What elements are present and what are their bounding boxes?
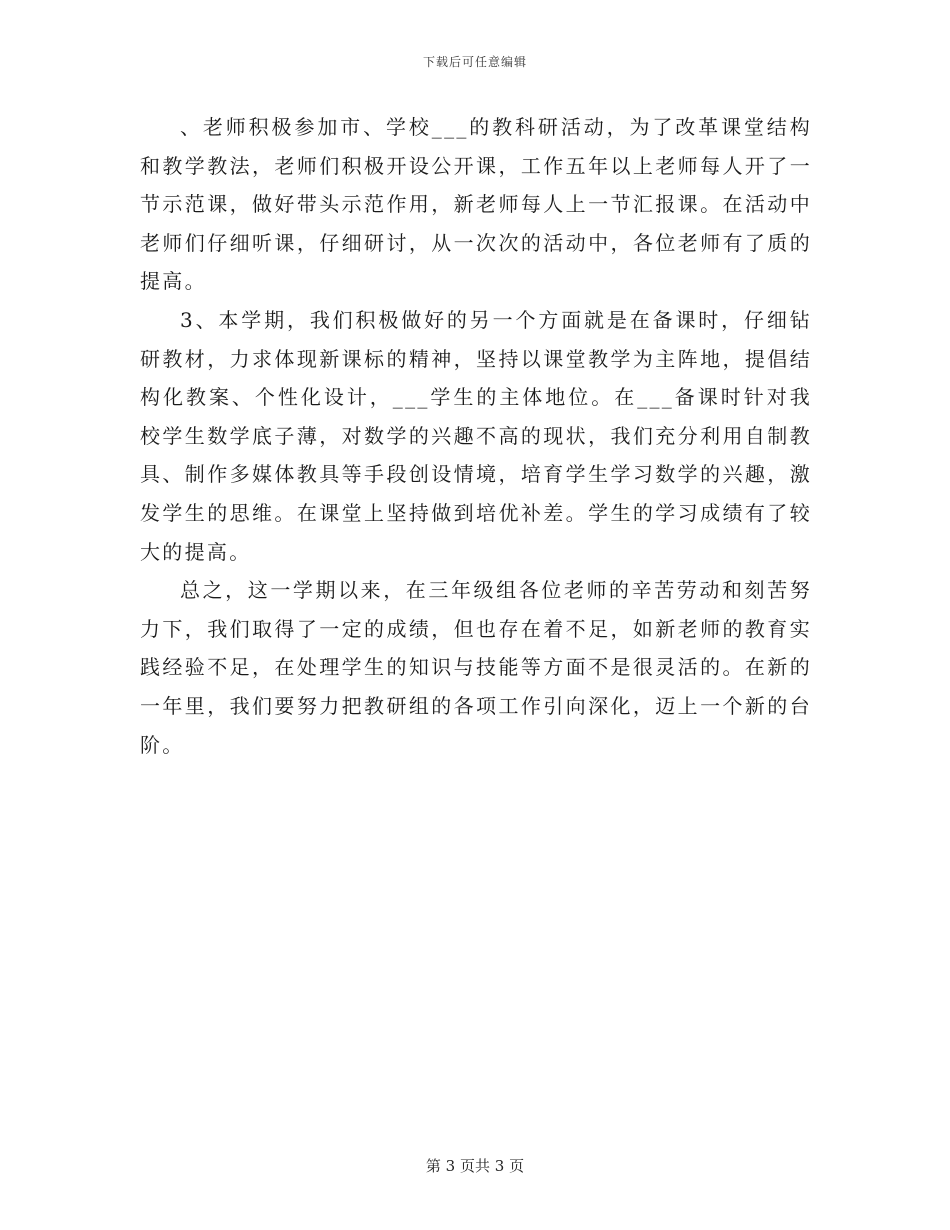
paragraph-summary: 总之，这一学期以来，在三年级组各位老师的辛苦劳动和刻苦努力下，我们取得了一定的成绩，但也存在着不足，如新老师的教育实践经验不足，在处理学生的知识与技能等方面不是很灵活的。在新的一年里，我们要努力把教研组的各项工作引向深化，迈上一个新的台阶。 (140, 578, 812, 757)
page-number-footer: 第 3 页共 3 页 (425, 1157, 525, 1175)
paragraph-lesson-preparation: 3、本学期，我们积极做好的另一个方面就是在备课时，仔细钻研教材，力求体现新课标的精神，坚持以课堂教学为主阵地，提倡结构化教案、个性化设计，___学生的主体地位。在___备课时针对我校学生数学底子薄，对数学的兴趣不高的现状，我们充分利用自制教具、制作多媒体教具等手段创设情境，培育学生学习数学的兴趣，激发学生的思维。在课堂上坚持做到培优补差。学生的学习成绩有了较大的提高。 (140, 307, 812, 564)
document-body (140, 108, 812, 764)
page-header: 下载后可任意编辑 (422, 55, 527, 69)
paragraph-teaching-research: 、老师积极参加市、学校___的教科研活动，为了改革课堂结构和教学教法，老师们积极开设公开课，工作五年以上老师每人开了一节示范课，做好带头示范作用，新老师每人上一节汇报课。在活动中老师们仔细听课，仔细研讨，从一次次的活动中，各位老师有了质的提高。 (140, 115, 812, 294)
